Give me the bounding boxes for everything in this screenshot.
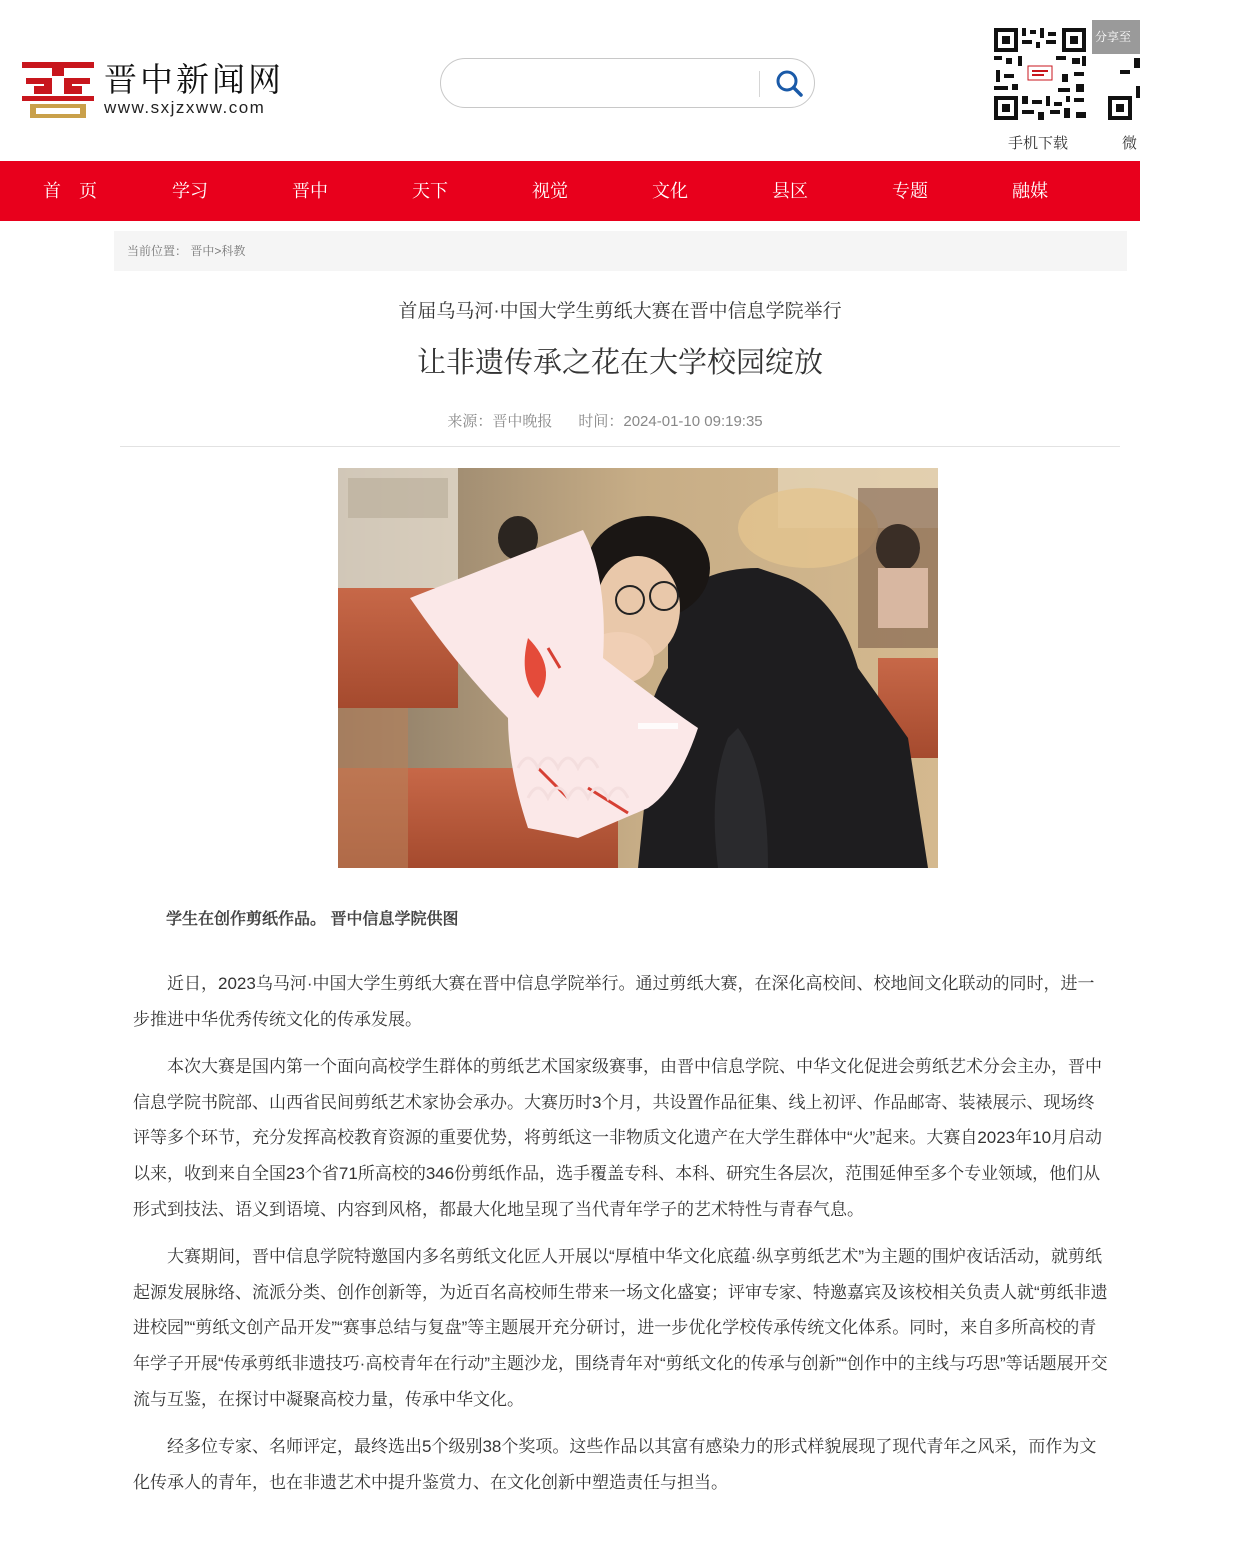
breadcrumb[interactable]: 当前位置： 晋中>科教 [114,231,1127,271]
search-input[interactable] [459,67,759,99]
nav-item-culture[interactable]: 文化 [652,181,688,201]
nav-item-counties[interactable]: 县区 [772,181,808,201]
nav-item-media[interactable]: 融媒 [1012,181,1048,201]
article-photo [338,468,938,868]
nav-item-jinzhong[interactable]: 晋中 [292,181,328,201]
search-bar [440,58,815,108]
article-body [133,966,1108,1512]
share-button[interactable]: 分享至 [1092,20,1140,54]
article-source: 来源：晋中晚报 [447,413,553,430]
site-name: 晋中新闻网 [104,60,284,99]
article-paragraph: 本次大赛是国内第一个面向高校学生群体的剪纸艺术国家级赛事，由晋中信息学院、中华文化促进会剪纸艺术分会主办，晋中信息学院书院部、山西省民间剪纸艺术家协会承办。大赛历时3个月，共设置作品征集、线上初评、作品邮寄、装裱展示、现场终评等多个环节，充分发挥高校教育资源的重要优势，将剪纸这一非物质文化遗产在大学生群体中“火”起来。大赛自2023年10月启动以来，收到来自全国23个省71所高校的346份剪纸作品，选手覆盖专科、本科、研究生各层次，范围延伸至多个专业领域，他们从形式到技法、语义到语境、内容到风格，都最大化地呈现了当代青年学子的艺术特性与青春气息。 [133,1057,1103,1219]
article-paragraph: 经多位专家、名师评定，最终选出5个级别38个奖项。这些作品以其富有感染力的形式样貌展现了现代青年之风采，而作为文化传承人的青年，也在非遗艺术中提升鉴赏力、在文化创新中塑造责任与担当。 [133,1437,1097,1492]
search-icon [774,68,804,98]
divider [120,446,1120,447]
qr-label-app: 手机下载 [1008,135,1069,152]
article-subtitle: 首届乌马河·中国大学生剪纸大赛在晋中信息学院举行 [398,301,842,322]
nav-item-world[interactable]: 天下 [412,181,448,201]
photo-caption: 学生在创作剪纸作品。 晋中信息学院供图 [166,911,459,928]
nav-item-read[interactable]: 读 [1141,181,1159,201]
qr-label-wechat: 微 [1122,135,1138,152]
logo-mark-icon [20,58,96,122]
article-meta [0,410,1210,431]
qr-code-icon [992,26,1088,122]
main-nav [0,161,1159,221]
site-header [0,0,1140,160]
nav-item-visual[interactable]: 视觉 [532,181,568,201]
site-logo[interactable] [20,58,290,122]
nav-item-home[interactable]: 首 页 [43,181,97,201]
search-divider [759,71,760,97]
article-time: 时间：2024-01-10 09:19:35 [578,413,763,430]
site-url: www.sxjzxww.com [104,98,266,117]
nav-item-study[interactable]: 学习 [172,181,208,201]
article-paragraph: 大赛期间，晋中信息学院特邀国内多名剪纸文化匠人开展以“厚植中华文化底蕴·纵享剪纸艺术”为主题的围炉夜话活动，就剪纸起源发展脉络、流派分类、创作创新等，为近百名高校师生带来一场文化盛宴；评审专家、特邀嘉宾及该校相关负责人就“剪纸非遗进校园”“剪纸文创产品开发”“赛事总结与复盘”等主题展开充分研讨，进一步优化学校传承传统文化体系。同时，来自多所高校的青年学子开展“传承剪纸非遗技巧·高校青年在行动”主题沙龙，围绕青年对“剪纸文化的传承与创新”“创作中的主线与巧思”等话题展开交流与互鉴，在探讨中凝聚高校力量，传承中华文化。 [133,1247,1108,1409]
search-button[interactable] [771,67,807,101]
article-title: 让非遗传承之花在大学校园绽放 [416,347,823,379]
article-paragraph: 近日，2023乌马河·中国大学生剪纸大赛在晋中信息学院举行。通过剪纸大赛，在深化高校间、校地间文化联动的同时，进一步推进中华优秀传统文化的传承发展。 [133,974,1095,1029]
nav-item-topics[interactable]: 专题 [892,181,928,201]
